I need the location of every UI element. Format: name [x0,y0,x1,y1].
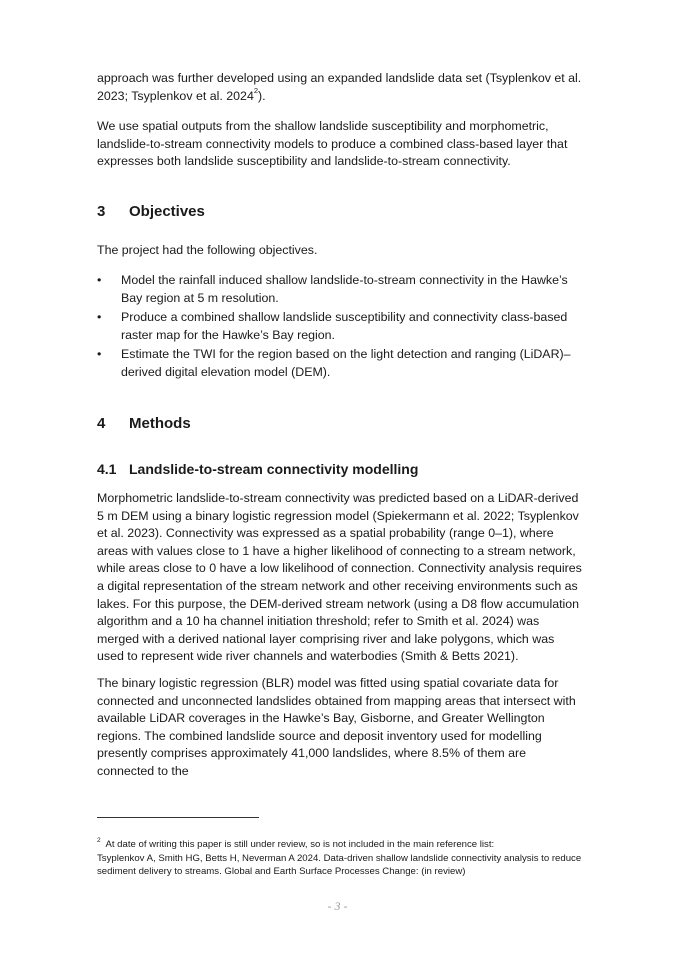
section-4-1-heading [97,461,418,477]
footnote [97,838,583,879]
bullet-icon: • [97,273,102,287]
section-4-number: 4 [97,415,106,432]
intro-paragraph-1 [97,70,583,105]
footnote-marker: 2 [97,836,101,844]
objective-text: Model the rainfall induced shallow landslide-to-stream connectivity in the Hawke’s Bay region at 5 m resolution. [121,273,568,305]
section-4-1-number: 4.1 [97,461,117,477]
intro-paragraph-1-end: ). [258,88,266,103]
bullet-icon: • [97,310,102,325]
section-3-title: Objectives [129,203,205,220]
footnote-separator [97,817,259,818]
footnote-reference[interactable]: 2 [253,86,259,96]
objectives-lead: The project had the following objectives. [97,243,318,257]
intro-paragraph-2: We use spatial outputs from the shallow landslide susceptibility and morphometric, landslide-to-stream connectivity models to produce a combined class-based layer that expresses both landslide susceptibility and landslide-to-stream connectivity. [97,119,568,169]
section-3-number: 3 [97,203,106,220]
methods-paragraph-2: The binary logistic regression (BLR) model was fitted using spatial covariate data for connected and unconnected landslides obtained from mapping areas that intersect with available LiDAR coverages in the Hawke’s Bay, Gisborne, and Greater Wellington regions. The combined landslide source and deposit inventory used for modelling presently comprises approximately 41,000 landslides, where 8.5% of them are connected to the [97,676,576,778]
intro-paragraph-1-text: approach was further developed using an expanded landslide data set (Tsyplenkov et al. 2023; Tsyplenkov et al. 2024 [97,71,582,103]
bullet-icon: • [97,347,102,362]
objective-text: Produce a combined shallow landslide susceptibility and connectivity class-based raster map for the Hawke’s Bay region. [121,310,568,342]
section-4-title: Methods [129,415,191,432]
methods-paragraph-1: Morphometric landslide-to-stream connectivity was predicted based on a LiDAR-derived 5 m DEM using a binary logistic regression model (Spiekermann et al. 2022; Tsyplenkov et al. 2023). Connectivity was expressed as a spatial probability (range 0–1), where areas with values close to 1 have a higher likelihood of connecting to a stream network, while areas close to 0 have a low likelihood of connection. Connectivity analysis requires a digital representation of the stream network and other receiving environments such as lakes. For this purpose, the DEM-derived stream network (using a D8 flow accumulation algorithm and a 10 ha channel initiation threshold; refer to Smith et al. 2024) was merged with a derived national layer comprising river and lake polygons, which was used to represent wide river channels and waterbodies (Smith & Betts 2021). [97,491,582,664]
page-number: - 3 - [327,899,348,913]
footnote-line-1: At date of writing this paper is still under review, so is not included in the main reference list: [105,839,495,850]
objective-item [97,346,583,381]
section-4-heading [97,415,191,432]
objective-item [97,309,583,344]
footnote-line-2: Tsyplenkov A, Smith HG, Betts H, Neverman A 2024. Data-driven shallow landslide connectivity analysis to reduce sediment delivery to streams. Global and Earth Surface Processes Change: (in review) [97,852,582,878]
objective-text: Estimate the TWI for the region based on the light detection and ranging (LiDAR)–derived digital elevation model (DEM). [121,347,571,379]
objectives-list [97,272,583,384]
section-3-heading [97,203,205,220]
section-4-1-title: Landslide-to-stream connectivity modelling [129,461,419,477]
objective-item [97,272,583,307]
